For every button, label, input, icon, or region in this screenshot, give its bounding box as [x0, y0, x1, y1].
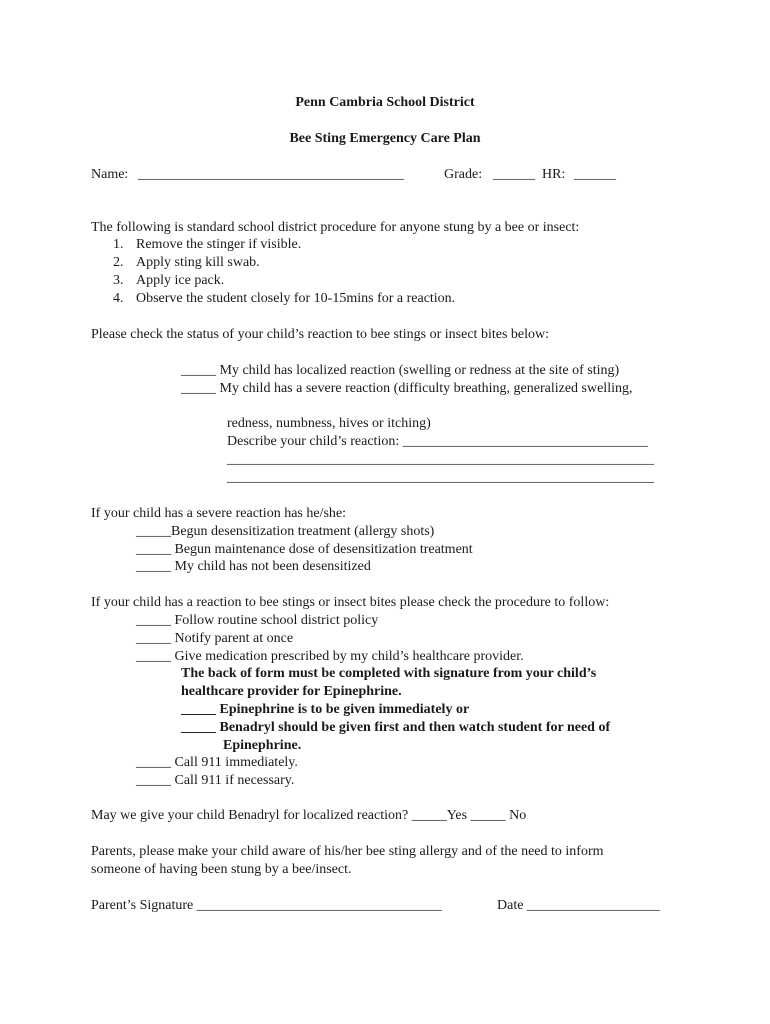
- step-number: 4.: [113, 291, 124, 306]
- epinephrine-option[interactable]: _____ Epinephrine is to be given immediately or: [181, 702, 470, 717]
- procedure-intro: The following is standard school district procedure for anyone stung by a bee or insect:: [91, 220, 580, 235]
- step-number: 1.: [113, 237, 124, 252]
- maintenance-dose-option[interactable]: _____ Begun maintenance dose of desensitization treatment: [136, 542, 473, 557]
- localized-reaction-option[interactable]: _____ My child has localized reaction (swelling or redness at the site of sting): [181, 363, 620, 378]
- grade-field[interactable]: ______: [493, 167, 535, 182]
- benadryl-first-continuation: Epinephrine.: [223, 738, 302, 753]
- parent-note: Parents, please make your child aware of his/her bee sting allergy and of the need to inform: [91, 844, 604, 859]
- healthcare-notice: healthcare provider for Epinephrine.: [181, 684, 402, 699]
- notify-parent-option[interactable]: _____ Notify parent at once: [136, 631, 294, 646]
- routine-policy-option[interactable]: _____ Follow routine school district policy: [136, 613, 379, 628]
- step-number: 3.: [113, 273, 124, 288]
- severe-reaction-option[interactable]: _____ My child has a severe reaction (difficulty breathing, generalized swelling,: [181, 381, 633, 396]
- describe-reaction-line[interactable]: _____________________________________________________________: [227, 470, 654, 485]
- severe-reaction-continuation: redness, numbness, hives or itching): [227, 416, 431, 431]
- give-medication-option[interactable]: _____ Give medication prescribed by my child’s healthcare provider.: [136, 649, 524, 664]
- parent-signature-field[interactable]: Parent’s Signature ___________________________________: [91, 898, 442, 913]
- severe-reaction-prompt: If your child has a severe reaction has he/she:: [91, 506, 347, 521]
- reaction-status-prompt: Please check the status of your child’s reaction to bee stings or insect bites below:: [91, 327, 549, 342]
- desensitization-option[interactable]: _____Begun desensitization treatment (allergy shots): [136, 524, 435, 539]
- not-desensitized-option[interactable]: _____ My child has not been desensitized: [136, 559, 371, 574]
- parent-note: someone of having been stung by a bee/insect.: [91, 862, 352, 877]
- step-text: Observe the student closely for 10-15mins for a reaction.: [136, 291, 456, 306]
- call-911-immediately-option[interactable]: _____ Call 911 immediately.: [136, 755, 298, 770]
- step-number: 2.: [113, 255, 124, 270]
- benadryl-first-option[interactable]: _____ Benadryl should be given first and then watch student for need of: [181, 720, 611, 735]
- name-field[interactable]: ______________________________________: [138, 167, 404, 182]
- name-label: Name:: [91, 167, 129, 182]
- grade-label: Grade:: [444, 167, 483, 182]
- benadryl-question[interactable]: May we give your child Benadryl for localized reaction? _____Yes _____ No: [91, 808, 527, 823]
- hr-label: HR:: [542, 167, 566, 182]
- procedure-choice-prompt: If your child has a reaction to bee stings or insect bites please check the procedure to follow:: [91, 595, 610, 610]
- describe-reaction-line[interactable]: _____________________________________________________________: [227, 452, 654, 467]
- step-text: Apply ice pack.: [136, 273, 225, 288]
- describe-reaction-field[interactable]: Describe your child’s reaction: ___________________________________: [227, 434, 648, 449]
- district-heading: Penn Cambria School District: [295, 95, 475, 110]
- form-title: Bee Sting Emergency Care Plan: [289, 131, 481, 146]
- healthcare-notice: The back of form must be completed with signature from your child’s: [181, 666, 597, 681]
- step-text: Remove the stinger if visible.: [136, 237, 302, 252]
- call-911-if-necessary-option[interactable]: _____ Call 911 if necessary.: [136, 773, 295, 788]
- step-text: Apply sting kill swab.: [136, 255, 260, 270]
- hr-field[interactable]: ______: [574, 167, 616, 182]
- date-field[interactable]: Date ___________________: [497, 898, 660, 913]
